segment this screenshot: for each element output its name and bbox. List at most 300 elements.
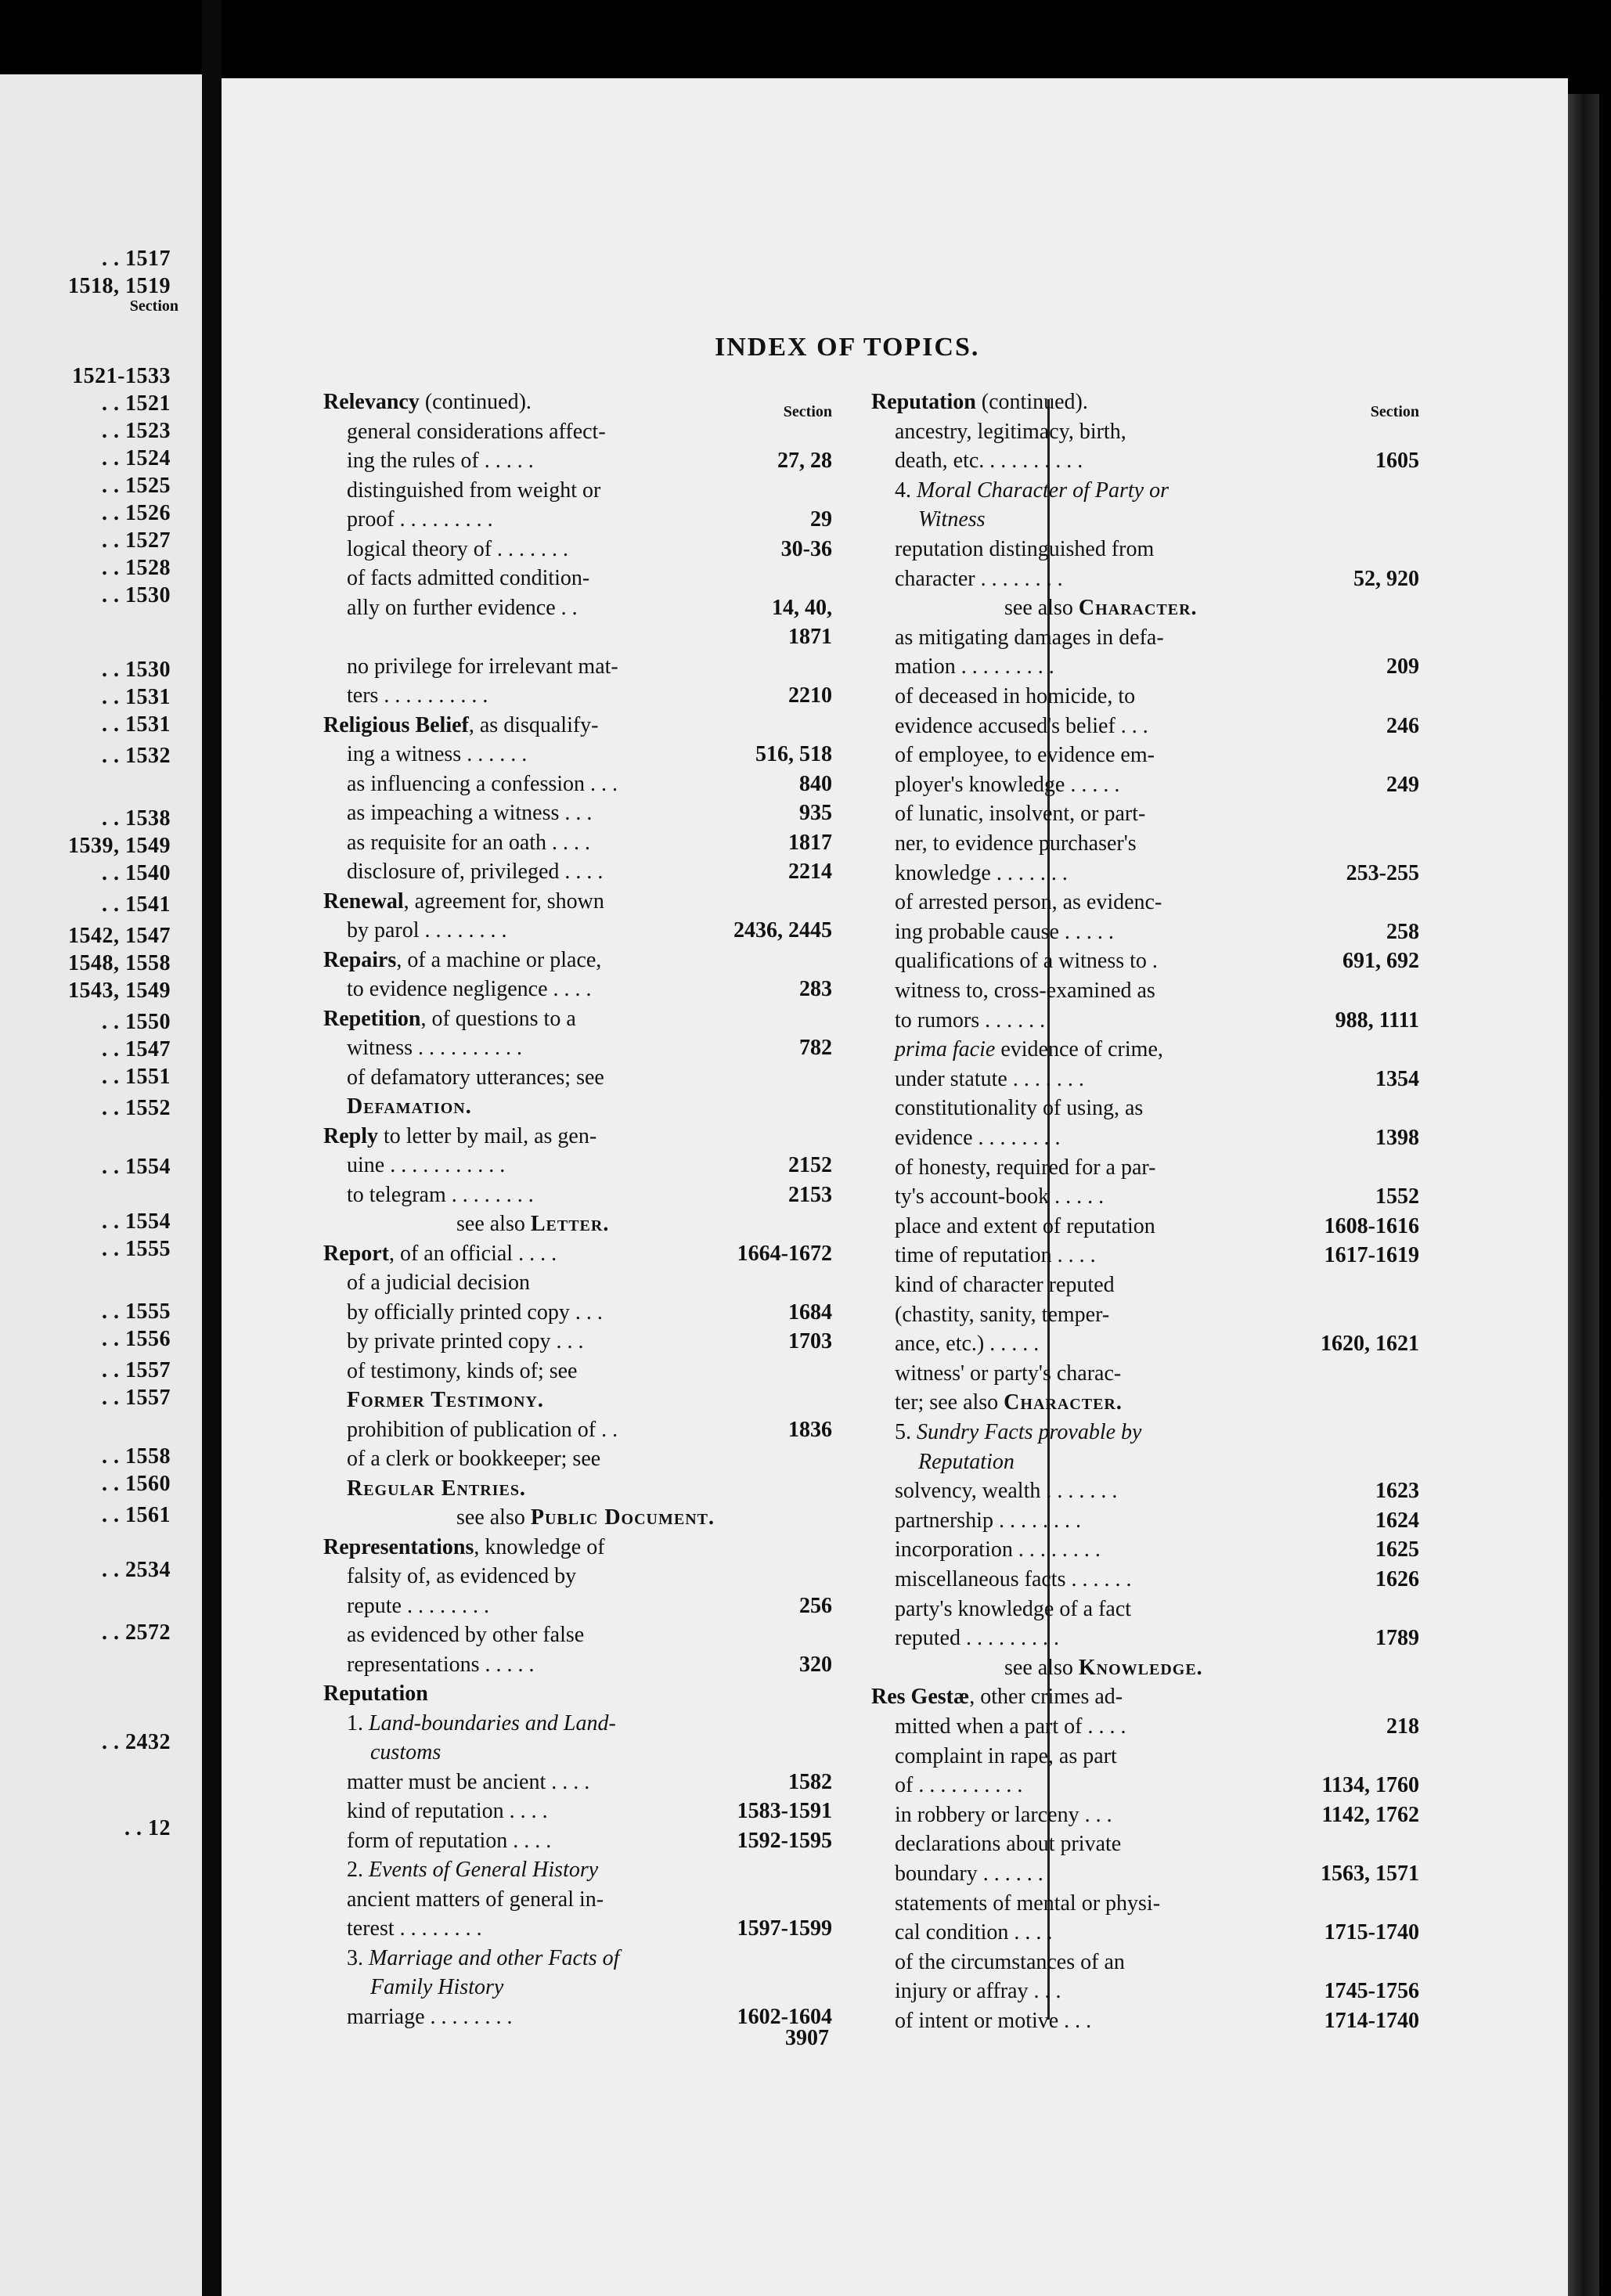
index-entry-row	[871, 1359, 1419, 1388]
index-entry-description: see also	[456, 1212, 531, 1236]
index-entry-text	[347, 1826, 551, 1855]
index-entry-description: ing a witness . . . . . .	[347, 742, 528, 766]
index-entry-text	[1004, 1653, 1203, 1682]
index-entry-text	[347, 1709, 616, 1738]
index-entry-text	[895, 1094, 1143, 1123]
index-entry-text	[347, 740, 527, 769]
index-cross-reference: Knowledge.	[1078, 1655, 1203, 1680]
index-entry-text	[347, 1797, 548, 1826]
index-entry-row	[323, 828, 832, 857]
index-section-number: 1398	[1375, 1126, 1419, 1150]
index-entry-description: representations . . . . .	[347, 1652, 535, 1677]
index-entry-description: reputed . . . . . . . . .	[895, 1626, 1059, 1651]
book-gutter	[202, 0, 222, 2296]
index-entry-description: of defamatory utterances; see	[347, 1065, 604, 1090]
index-entry-row	[871, 1712, 1419, 1741]
index-entry-description: , other crimes ad-	[969, 1685, 1123, 1710]
index-entry-text	[895, 1771, 1022, 1800]
index-section-number: 258	[1386, 919, 1419, 944]
left-strip-section-number: . . 1554	[102, 1155, 171, 1179]
index-section-number: 2153	[788, 1182, 832, 1207]
index-entry-row	[871, 1212, 1419, 1241]
index-entry-description: as evidenced by other false	[347, 1623, 585, 1647]
index-entry-text	[895, 1595, 1131, 1624]
index-section-number: 1602-1604	[737, 2004, 832, 2029]
index-entry-row	[323, 593, 832, 622]
index-entry-row	[871, 1123, 1419, 1152]
index-entry-text	[871, 387, 1088, 416]
left-strip-section-number: 1542, 1547	[68, 924, 171, 948]
index-entry-row	[323, 975, 832, 1004]
index-entry-description: to rumors . . . . . .	[895, 1007, 1046, 1033]
left-strip-section-number: . . 1558	[102, 1444, 171, 1469]
index-entry-text	[323, 946, 601, 975]
index-headword: Reputation	[871, 390, 976, 414]
index-entry-description: as mitigating damages in defa-	[895, 625, 1164, 650]
index-entry-row	[323, 1357, 832, 1386]
index-entry-description: party's knowledge of a fact	[895, 1596, 1132, 1621]
index-section-number: 1597-1599	[737, 1916, 832, 1941]
index-entry-description: of lunatic, insolvent, or part-	[895, 802, 1146, 827]
index-entry-row	[323, 1415, 832, 1444]
index-entry-text	[895, 1035, 1163, 1064]
index-entry-row	[323, 1151, 832, 1180]
left-strip-section-number: . . 1561	[102, 1503, 171, 1527]
index-entry-row	[323, 711, 832, 740]
index-entry-text	[895, 1241, 1096, 1270]
index-italic-subheading: Events of General History	[369, 1858, 599, 1882]
index-entry-description: as influencing a confession . . .	[347, 771, 618, 796]
right-column-section-header: Section	[1370, 403, 1419, 420]
left-strip-section-number: . . 1556	[102, 1327, 171, 1351]
index-entry-row	[323, 1533, 832, 1562]
index-entry-text	[347, 564, 589, 593]
index-entry-description: complaint in rape, as part	[895, 1743, 1117, 1768]
index-italic-subheading: prima facie	[895, 1037, 996, 1062]
index-entry-row	[323, 1298, 832, 1327]
index-entry-row	[323, 1063, 832, 1092]
index-headword: Repairs	[323, 947, 397, 972]
index-entry-row	[323, 1444, 832, 1473]
index-cross-reference: Character.	[1078, 596, 1198, 621]
index-entry-row	[871, 417, 1419, 446]
index-entry-row	[871, 1918, 1419, 1947]
left-column-section-header: Section	[783, 403, 832, 420]
index-section-number: 253-255	[1346, 860, 1419, 885]
index-entry-text	[895, 712, 1148, 741]
index-entry-row	[323, 1268, 832, 1297]
left-strip-section-header: Section	[129, 297, 178, 315]
index-cross-reference: Defamation.	[347, 1094, 472, 1119]
index-section-number: 1745-1756	[1324, 1979, 1419, 2004]
index-entry-row	[871, 829, 1419, 858]
index-entry-row	[871, 1506, 1419, 1535]
index-entry-text	[895, 1359, 1121, 1388]
index-entry-text	[1004, 593, 1198, 622]
index-entry-description: by private printed copy . . .	[347, 1329, 584, 1353]
index-entry-row	[871, 476, 1419, 505]
left-strip-section-number: . . 1555	[102, 1299, 171, 1324]
index-entry-description: 5.	[895, 1420, 917, 1444]
index-entry-description: logical theory of . . . . . . .	[347, 536, 569, 561]
index-entry-text	[347, 1092, 472, 1121]
index-entry-text	[347, 2002, 513, 2031]
index-section-number: 1583-1591	[737, 1799, 832, 1823]
index-entry-row	[323, 946, 832, 975]
index-section-number: 2214	[788, 860, 832, 884]
index-entry-description: ance, etc.) . . . . .	[895, 1332, 1040, 1357]
index-entry-row	[871, 1565, 1419, 1594]
index-entry-description: qualifications of a witness to .	[895, 949, 1158, 974]
index-section-number: 1142, 1762	[1321, 1802, 1419, 1827]
index-entry-text	[895, 1506, 1081, 1535]
index-entry-text	[347, 916, 507, 945]
index-entry-description: , of questions to a	[420, 1006, 576, 1031]
index-entry-row	[871, 1065, 1419, 1094]
index-entry-row	[323, 1855, 832, 1884]
index-entry-row	[323, 505, 832, 534]
index-italic-subheading: customs	[370, 1740, 441, 1764]
index-entry-row	[323, 1004, 832, 1033]
index-entry-row	[871, 1035, 1419, 1064]
index-entry-description: incorporation . . . . . . . .	[895, 1537, 1101, 1563]
index-section-number: 29	[810, 507, 832, 532]
index-entry-description: , agreement for, shown	[403, 888, 604, 914]
index-entry-description: 1.	[347, 1710, 369, 1736]
index-entry-description: to evidence negligence . . . .	[347, 977, 592, 1001]
left-strip-section-number: . . 1517	[102, 247, 171, 271]
left-strip-section-number: . . 1523	[102, 419, 171, 443]
index-entry-row	[323, 1944, 832, 1973]
index-entry-row	[323, 770, 832, 798]
index-entry-description: 3.	[347, 1945, 369, 1970]
index-entry-description: to letter by mail, as gen-	[378, 1123, 597, 1148]
index-entry-text	[895, 1476, 1117, 1505]
index-entry-description: (continued).	[975, 390, 1088, 414]
index-entry-description: see also	[1004, 596, 1079, 621]
index-entry-row	[323, 1092, 832, 1121]
index-entry-text	[895, 535, 1154, 564]
index-entry-description: witness' or party's charac-	[895, 1361, 1122, 1386]
index-entry-description: as requisite for an oath . . . .	[347, 830, 591, 855]
index-entry-row	[323, 798, 832, 827]
index-entry-row	[323, 1122, 832, 1151]
index-entry-text	[895, 1977, 1061, 2006]
index-entry-description: (continued).	[419, 390, 532, 414]
index-entry-row	[871, 682, 1419, 711]
left-strip-section-number: . . 1555	[102, 1237, 171, 1261]
index-entry-row	[323, 1474, 832, 1503]
index-entry-text	[347, 1474, 526, 1503]
index-entry-row	[323, 916, 832, 945]
index-entry-text	[871, 1682, 1123, 1711]
index-entry-description: no privilege for irrelevant mat-	[347, 654, 618, 679]
index-entry-description: mation . . . . . . . . .	[895, 654, 1054, 679]
index-entry-text	[347, 1327, 583, 1356]
index-entry-description: , of a machine or place,	[396, 947, 602, 972]
index-entry-text	[895, 976, 1155, 1005]
index-entry-text	[895, 682, 1135, 711]
index-entry-row	[323, 1738, 832, 1767]
index-entry-description: terest . . . . . . . .	[347, 1916, 482, 1941]
left-strip-section-number: . . 1528	[102, 556, 171, 580]
index-headword: Reputation	[323, 1681, 428, 1706]
left-strip-section-number: . . 1538	[102, 806, 171, 831]
index-entry-text	[895, 1388, 1123, 1417]
index-section-number: 782	[799, 1036, 832, 1060]
index-entry-description: of honesty, required for a par-	[895, 1155, 1156, 1180]
index-entry-text	[323, 1239, 557, 1268]
previous-page-strip	[0, 74, 202, 2296]
left-strip-section-number: . . 1531	[102, 685, 171, 709]
index-entry-row	[871, 623, 1419, 652]
index-section-number: 1817	[788, 830, 832, 855]
index-entry-row	[871, 535, 1419, 564]
index-entry-text	[895, 1535, 1101, 1564]
index-entry-description: witness . . . . . . . . . .	[347, 1036, 522, 1060]
index-entry-description: of a judicial decision	[347, 1271, 531, 1295]
index-entry-text	[347, 1855, 598, 1884]
index-section-number: 2152	[788, 1153, 832, 1177]
index-entry-description: of arrested person, as evidenc-	[895, 890, 1162, 915]
index-entry-row	[871, 652, 1419, 681]
left-strip-section-number: 1521-1533	[72, 364, 171, 388]
index-italic-subheading: Witness	[918, 507, 986, 532]
index-entry-description: 4.	[895, 478, 917, 503]
left-strip-section-number: 1539, 1549	[68, 834, 171, 858]
index-section-number: 935	[799, 801, 832, 825]
index-entry-description: matter must be ancient . . . .	[347, 1769, 590, 1794]
index-entry-row	[871, 1329, 1419, 1358]
index-entry-description: see also	[456, 1505, 531, 1530]
index-entry-row	[871, 1300, 1419, 1329]
index-entry-description: partnership . . . . . . . .	[895, 1508, 1081, 1533]
index-section-number: 209	[1386, 654, 1419, 679]
page-edge	[1568, 94, 1599, 2296]
index-section-number: 1134, 1760	[1321, 1773, 1419, 1798]
index-entry-row	[871, 1653, 1419, 1682]
index-entry-row	[323, 1679, 832, 1708]
index-entry-row	[323, 1768, 832, 1797]
index-entry-row	[871, 387, 1419, 416]
index-section-number: 283	[799, 977, 832, 1001]
index-entry-row	[323, 740, 832, 769]
left-strip-section-number: . . 1550	[102, 1010, 171, 1034]
index-italic-subheading: Moral Character of Party or	[917, 478, 1169, 503]
index-entry-text	[370, 1738, 441, 1767]
index-headword: Relevancy	[323, 390, 420, 414]
left-strip-section-number: . . 1540	[102, 861, 171, 885]
index-entry-row	[323, 857, 832, 886]
index-entry-text	[347, 1151, 505, 1180]
index-entry-text	[895, 476, 1169, 505]
index-entry-row	[871, 888, 1419, 917]
index-entry-text	[347, 505, 493, 534]
index-section-number: 52, 920	[1353, 566, 1419, 591]
index-entry-text	[895, 1948, 1125, 1977]
index-entry-row	[323, 1239, 832, 1268]
index-entry-row	[323, 1797, 832, 1826]
index-entry-text	[895, 1624, 1059, 1653]
index-entry-row	[871, 2006, 1419, 2035]
index-entry-description: of facts admitted condition-	[347, 566, 590, 590]
index-entry-row	[871, 712, 1419, 741]
index-entry-text	[347, 681, 488, 710]
index-entry-description: ing the rules of . . . . .	[347, 449, 534, 473]
index-entry-description: evidence of crime,	[995, 1037, 1163, 1062]
left-strip-section-number: . . 1524	[102, 446, 171, 470]
index-page	[222, 78, 1568, 2296]
index-entry-row	[871, 741, 1419, 770]
index-entry-text	[895, 1800, 1112, 1829]
index-entry-text	[895, 652, 1054, 681]
index-entry-text	[347, 535, 568, 564]
index-entry-text	[347, 1386, 544, 1415]
index-entry-text	[347, 652, 618, 681]
index-entry-row	[871, 564, 1419, 593]
index-section-number: 1620, 1621	[1321, 1332, 1419, 1357]
index-entry-row	[323, 1650, 832, 1679]
index-entry-row	[323, 1562, 832, 1591]
index-entry-description: proof . . . . . . . . .	[347, 507, 493, 532]
index-entry-description: , knowledge of	[474, 1534, 605, 1559]
index-section-number: 1617-1619	[1324, 1243, 1419, 1268]
index-entry-text	[347, 1180, 534, 1209]
index-entry-text	[347, 975, 592, 1004]
index-italic-subheading: Land-boundaries and Land-	[369, 1710, 616, 1736]
index-entry-row	[323, 387, 832, 416]
index-entry-row	[871, 946, 1419, 975]
index-entry-description: injury or affray . . .	[895, 1979, 1061, 2004]
index-entry-text	[347, 1768, 589, 1797]
index-entry-row	[323, 417, 832, 446]
index-cross-reference: Letter.	[530, 1212, 610, 1236]
index-headword: Representations	[323, 1534, 474, 1559]
index-entry-row	[871, 1418, 1419, 1447]
index-entry-row	[323, 476, 832, 505]
index-entry-row	[323, 446, 832, 475]
index-entry-description: of . . . . . . . . . .	[895, 1773, 1023, 1798]
index-entry-text	[895, 1182, 1104, 1211]
index-entry-description: of deceased in homicide, to	[895, 684, 1136, 708]
index-section-number: 249	[1386, 772, 1419, 797]
index-entry-row	[323, 1180, 832, 1209]
index-entry-text	[895, 2006, 1091, 2035]
left-strip-section-number: . . 1557	[102, 1358, 171, 1382]
index-entry-row	[871, 1241, 1419, 1270]
index-entry-row	[871, 1182, 1419, 1211]
page-title: INDEX OF TOPICS.	[715, 333, 980, 362]
left-strip-section-number: . . 1551	[102, 1065, 171, 1089]
index-entry-text	[347, 446, 534, 475]
index-entry-text	[347, 798, 592, 827]
index-entry-description: evidence accused's belief . . .	[895, 713, 1148, 738]
index-entry-row	[323, 622, 832, 651]
index-entry-text	[347, 1591, 489, 1620]
index-section-number: 1354	[1375, 1066, 1419, 1091]
index-entry-text	[895, 888, 1162, 917]
left-strip-section-number: . . 1531	[102, 712, 171, 737]
index-entry-row	[323, 887, 832, 916]
index-entry-row	[871, 799, 1419, 828]
index-section-number: 516, 518	[755, 742, 832, 766]
index-section-number: 2210	[788, 683, 832, 708]
index-section-number: 1684	[788, 1299, 832, 1325]
index-entry-text	[347, 1914, 482, 1943]
index-entry-description: distinguished from weight or	[347, 478, 601, 503]
index-entry-description: time of reputation . . . .	[895, 1243, 1096, 1268]
index-section-number: 840	[799, 771, 832, 796]
index-entry-row	[871, 1859, 1419, 1888]
index-entry-text	[347, 1415, 618, 1444]
index-entry-text	[347, 593, 578, 622]
index-section-number: 1623	[1375, 1479, 1419, 1504]
index-entry-description: ters . . . . . . . . . .	[347, 683, 488, 708]
index-entry-description: ancestry, legitimacy, birth,	[895, 419, 1126, 444]
index-entry-text	[347, 1357, 577, 1386]
index-entry-text	[456, 1209, 609, 1238]
index-entry-row	[323, 564, 832, 593]
index-entry-row	[323, 1620, 832, 1649]
index-entry-text	[895, 1742, 1117, 1771]
index-entry-row	[871, 1476, 1419, 1505]
index-entry-description: witness to, cross-examined as	[895, 979, 1155, 1003]
index-entry-description: , of an official . . . .	[388, 1241, 557, 1266]
index-entry-text	[456, 1503, 715, 1532]
left-strip-section-number: . . 1530	[102, 583, 171, 607]
index-entry-row	[323, 1209, 832, 1238]
left-strip-section-number: . . 1526	[102, 501, 171, 525]
index-entry-text	[895, 1918, 1052, 1947]
index-entry-description: mitted when a part of . . . .	[895, 1714, 1126, 1739]
index-entry-description: , as disqualify-	[468, 712, 599, 737]
index-entry-description: of the circumstances of an	[895, 1949, 1125, 1974]
index-entry-text	[323, 1122, 596, 1151]
index-entry-text	[895, 829, 1137, 858]
index-entry-description: miscellaneous facts . . . . . .	[895, 1567, 1132, 1591]
index-entry-text	[895, 1712, 1126, 1741]
index-entry-row	[871, 1889, 1419, 1918]
index-entry-text	[895, 623, 1164, 652]
index-entry-text	[347, 857, 603, 886]
index-section-number: 2436, 2445	[733, 918, 832, 943]
left-strip-section-number: . . 2432	[102, 1730, 171, 1754]
index-entry-text	[323, 1679, 428, 1708]
index-entry-text	[323, 387, 532, 416]
index-entry-row	[323, 1503, 832, 1532]
index-entry-description: prohibition of publication of . .	[347, 1417, 618, 1442]
index-entry-row	[871, 1742, 1419, 1771]
index-entry-description: by parol . . . . . . . .	[347, 918, 507, 943]
index-entry-text	[895, 1065, 1084, 1094]
index-entry-row	[871, 1829, 1419, 1858]
index-entry-description: kind of reputation . . . .	[347, 1799, 548, 1823]
index-italic-subheading: Family History	[370, 1975, 504, 1999]
index-entry-text	[895, 1300, 1109, 1329]
index-entry-text	[370, 1973, 503, 2002]
index-cross-reference: Former Testimony.	[347, 1388, 544, 1412]
index-entry-row	[871, 1535, 1419, 1564]
index-entry-row	[871, 1447, 1419, 1476]
index-section-number: 1552	[1375, 1184, 1419, 1209]
index-entry-text	[895, 799, 1145, 828]
index-entry-text	[895, 1829, 1121, 1858]
index-entry-text	[323, 1533, 605, 1562]
index-entry-row	[323, 535, 832, 564]
index-entry-description: character . . . . . . . .	[895, 566, 1063, 591]
index-entry-row	[323, 2002, 832, 2031]
index-section-number: 1715-1740	[1324, 1920, 1419, 1945]
